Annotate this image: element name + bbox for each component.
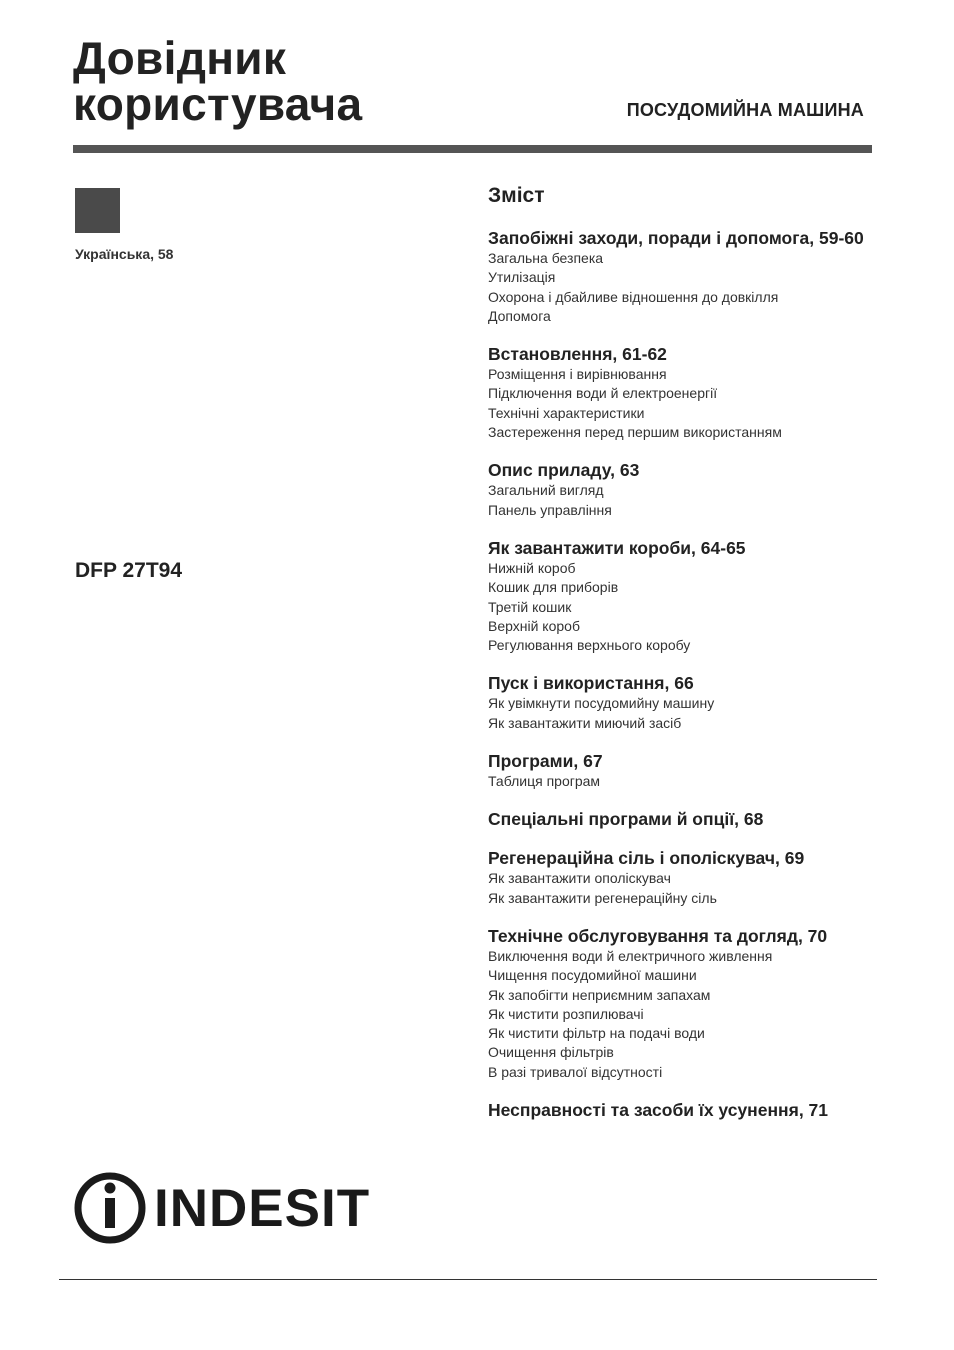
toc-section-title: Опис приладу, 63 xyxy=(488,460,640,481)
toc-sections xyxy=(488,227,918,1121)
toc-item: Верхній короб xyxy=(488,617,580,634)
toc-section xyxy=(488,227,918,326)
toc-section-title: Регенераційна сіль і ополіскувач, 69 xyxy=(488,848,805,869)
toc-item-list xyxy=(488,947,918,1082)
toc-item-list xyxy=(488,869,918,908)
toc-section xyxy=(488,537,918,655)
document-type: ПОСУДОМИЙНА МАШИНА xyxy=(626,100,864,120)
toc-section-title: Несправності та засоби їх усунення, 71 xyxy=(488,1100,829,1121)
toc-item: Застереження перед першим використанням xyxy=(488,424,782,441)
toc-item: Як завантажити регенераційну сіль xyxy=(488,889,717,906)
toc-item: Як чистити розпилювачі xyxy=(488,1005,644,1022)
brand-logo xyxy=(74,1170,371,1246)
toc-section-title: Запобіжні заходи, поради і допомога, 59-60 xyxy=(488,228,864,248)
toc-section xyxy=(488,847,918,908)
toc-item: Як завантажити миючий засіб xyxy=(488,714,682,731)
toc-section xyxy=(488,459,918,520)
toc-item-list xyxy=(488,481,918,520)
brand-name: INDESIT xyxy=(154,1179,371,1238)
toc-section-title: Технічне обслуговування та догляд, 70 xyxy=(488,925,828,946)
toc-item: Як запобігти неприємним запахам xyxy=(488,986,711,1003)
toc-item: Як увімкнути посудомийну машину xyxy=(488,695,715,712)
toc-item: В разі тривалої відсутності xyxy=(488,1063,663,1080)
language-label: Українська, 58 xyxy=(75,246,174,262)
toc-item: Допомога xyxy=(488,307,551,324)
toc-heading: Зміст xyxy=(488,184,545,207)
toc-item: Панель управління xyxy=(488,501,612,518)
page-title-line1: Довідник xyxy=(73,32,287,84)
toc-item: Охорона і дбайливе відношення до довкілля xyxy=(488,288,779,305)
toc-item: Загальна безпека xyxy=(488,250,604,266)
toc-item-list xyxy=(488,249,918,326)
toc-item: Третій кошик xyxy=(488,598,572,615)
toc-section xyxy=(488,672,918,733)
toc-item-list xyxy=(488,694,918,733)
toc-section xyxy=(488,1099,918,1121)
toc-section-title: Як завантажити короби, 64-65 xyxy=(488,537,746,558)
toc-item: Як завантажити ополіскувач xyxy=(488,870,671,887)
toc-item: Кошик для приборів xyxy=(488,579,619,596)
page-title-line2: користувача xyxy=(73,78,363,130)
table-of-contents xyxy=(488,184,918,1138)
language-marker-icon xyxy=(75,188,120,233)
toc-item: Технічні характеристики xyxy=(488,404,645,421)
toc-item: Як чистити фільтр на подачі води xyxy=(488,1025,705,1042)
toc-item: Нижній короб xyxy=(488,559,576,576)
toc-section xyxy=(488,808,918,830)
toc-section xyxy=(488,750,918,791)
footer-divider xyxy=(59,1279,877,1280)
toc-item: Розміщення і вирівнювання xyxy=(488,366,667,383)
toc-item: Виключення води й електричного живлення xyxy=(488,947,773,964)
toc-item: Загальний вигляд xyxy=(488,482,604,499)
toc-section-title: Пуск і використання, 66 xyxy=(488,673,694,694)
toc-item: Підключення води й електроенергії xyxy=(488,385,718,402)
toc-item: Таблиця програм xyxy=(488,773,601,790)
toc-item-list xyxy=(488,772,918,791)
page-title xyxy=(73,32,363,130)
toc-item: Утилізація xyxy=(488,269,556,286)
toc-section-title: Програми, 67 xyxy=(488,751,603,772)
toc-item-list xyxy=(488,559,918,655)
toc-item: Регулювання верхнього коробу xyxy=(488,637,691,654)
toc-section xyxy=(488,343,918,442)
toc-item: Чищення посудомийної машини xyxy=(488,967,697,984)
toc-item-list xyxy=(488,365,918,442)
toc-section-title: Спеціальні програми й опції, 68 xyxy=(488,809,764,830)
model-number: DFP 27T94 xyxy=(75,559,182,582)
toc-item: Очищення фільтрів xyxy=(488,1044,614,1061)
toc-section xyxy=(488,925,918,1082)
toc-section-title: Встановлення, 61-62 xyxy=(488,344,667,365)
indesit-logo-icon xyxy=(74,1170,150,1246)
header-divider xyxy=(73,145,872,153)
